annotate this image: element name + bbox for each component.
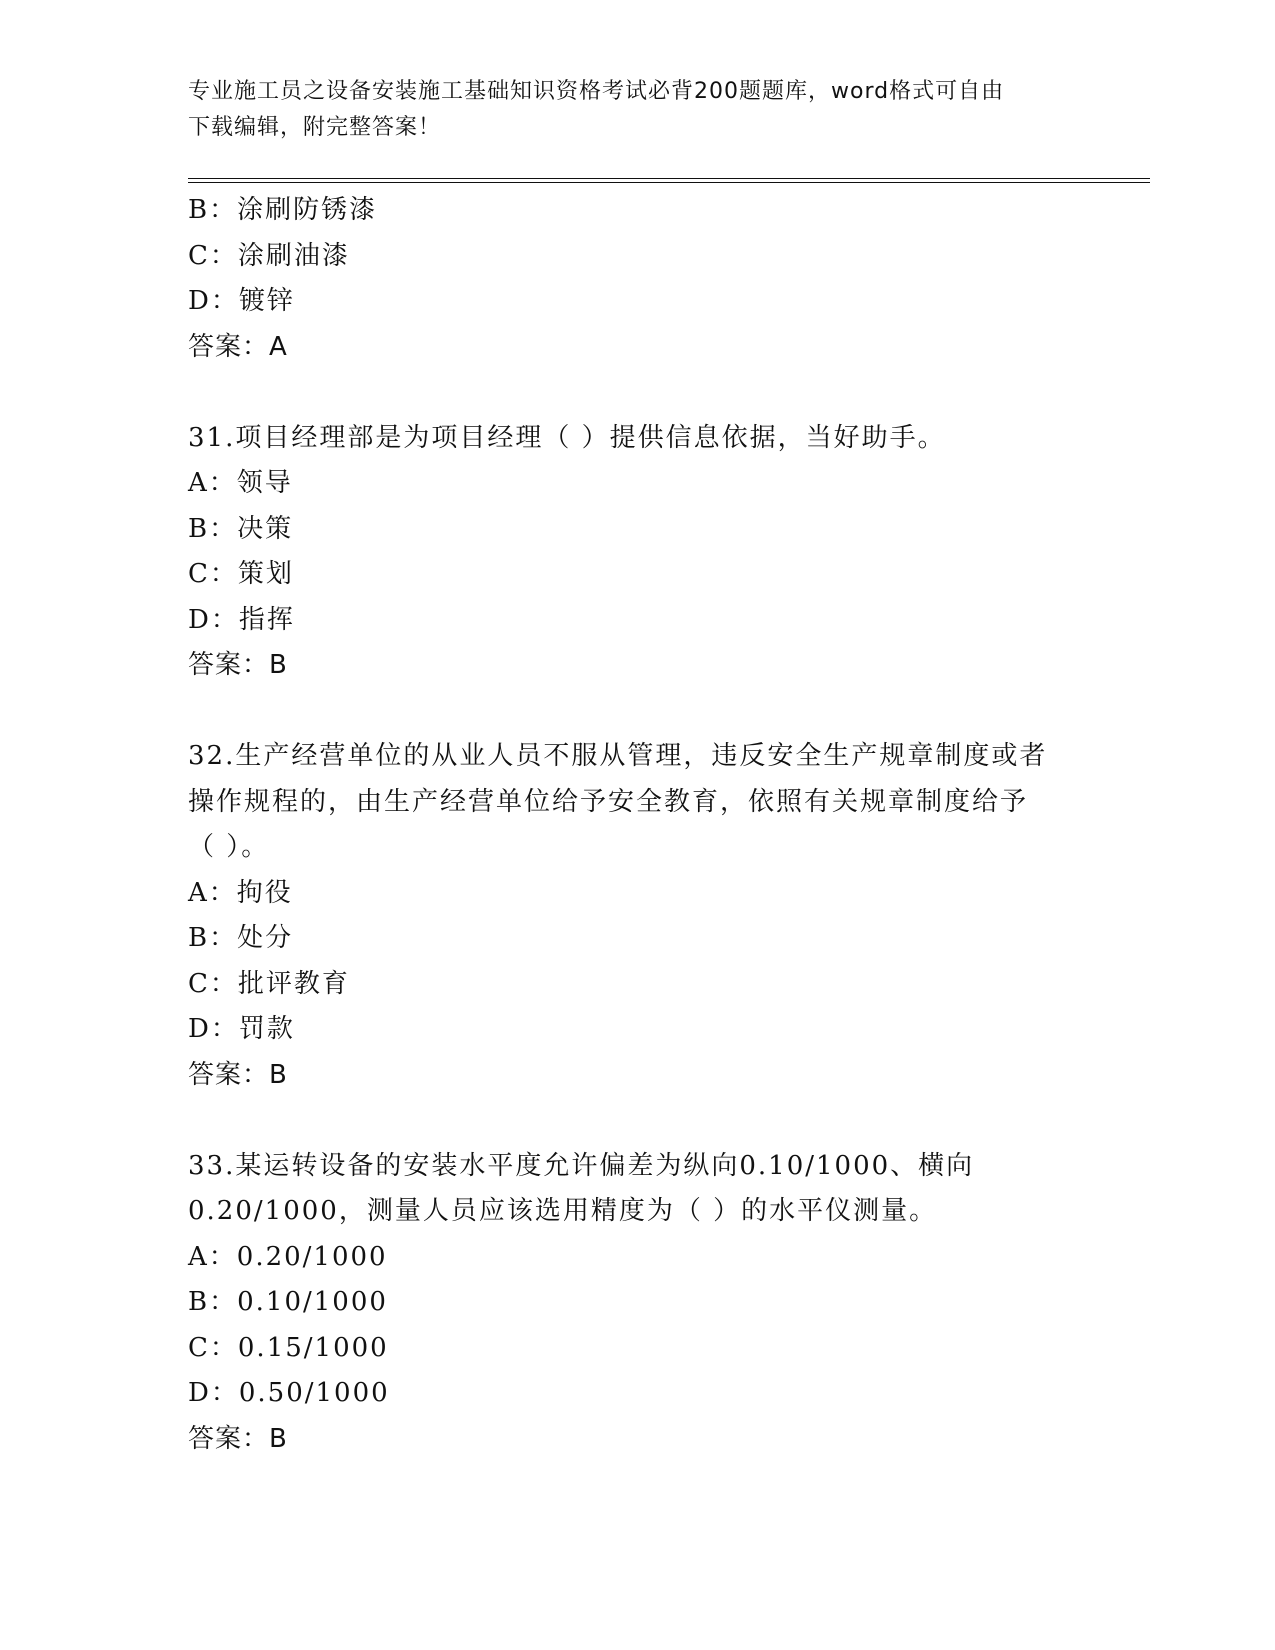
question-stem-line-3: （ ）。 xyxy=(188,832,270,862)
document-header xyxy=(188,74,1068,146)
header-title-line-2: 下载编辑，附完整答案！ xyxy=(188,115,442,140)
answer-line: 答案：B xyxy=(188,1423,288,1454)
option-b: B：涂刷防锈漆 xyxy=(188,195,378,225)
question-stem: 31.项目经理部是为项目经理（ ）提供信息依据，当好助手。 xyxy=(188,422,946,453)
question-spacer xyxy=(188,370,1088,416)
question-32 xyxy=(188,734,1088,1098)
question-stem-line-1: 33.某运转设备的安装水平度允许偏差为纵向0.10/1000、横向 xyxy=(188,1150,975,1181)
question-spacer xyxy=(188,689,1088,735)
option-d: D：镀锌 xyxy=(188,286,295,316)
option-a: A：拘役 xyxy=(188,877,293,908)
header-title-line-1: 专业施工员之设备安装施工基础知识资格考试必背200题题库，word格式可自由 xyxy=(188,79,1005,104)
option-d: D：罚款 xyxy=(188,1014,295,1044)
option-b: B：0.10/1000 xyxy=(188,1287,388,1317)
answer-line: 答案：B xyxy=(188,1059,288,1090)
option-d: D：指挥 xyxy=(188,604,295,635)
question-list xyxy=(188,188,1088,1462)
question-33 xyxy=(188,1144,1088,1463)
answer-line: 答案：A xyxy=(188,331,288,362)
question-31 xyxy=(188,416,1088,689)
question-stem-line-1: 32.生产经营单位的从业人员不服从管理，违反安全生产规章制度或者 xyxy=(188,741,1048,771)
option-a: A：领导 xyxy=(188,468,293,498)
question-stem-line-2: 0.20/1000，测量人员应该选用精度为（ ）的水平仪测量。 xyxy=(188,1196,938,1226)
option-c: C：批评教育 xyxy=(188,968,350,999)
option-a: A：0.20/1000 xyxy=(188,1241,388,1272)
option-d: D：0.50/1000 xyxy=(188,1378,390,1408)
header-divider-top xyxy=(188,178,1150,179)
question-spacer xyxy=(188,1098,1088,1144)
option-c: C：策划 xyxy=(188,559,294,589)
question-stem-line-2: 操作规程的，由生产经营单位给予安全教育，依照有关规章制度给予 xyxy=(188,786,1029,817)
option-c: C：0.15/1000 xyxy=(188,1332,389,1363)
option-c: C：涂刷油漆 xyxy=(188,240,350,271)
answer-line: 答案：B xyxy=(188,650,288,680)
option-b: B：决策 xyxy=(188,513,294,544)
option-b: B：处分 xyxy=(188,923,294,953)
header-divider-bottom xyxy=(188,182,1150,183)
question-30-continued xyxy=(188,188,1088,370)
